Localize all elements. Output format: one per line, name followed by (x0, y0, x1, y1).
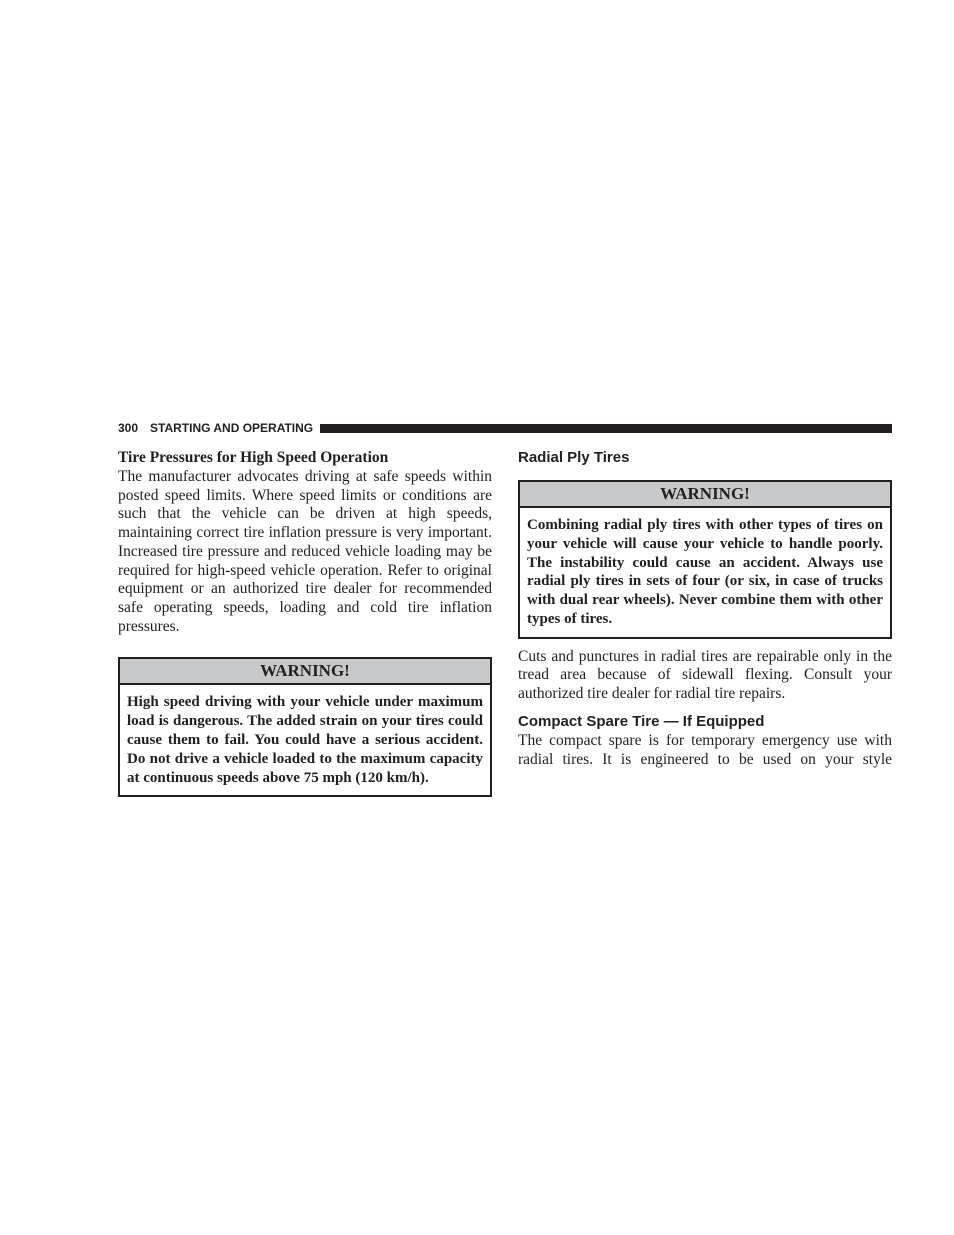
warning-title: WARNING! (520, 482, 890, 508)
page-number: 300 (118, 421, 139, 435)
warning-title: WARNING! (120, 659, 490, 685)
high-speed-paragraph: The manufacturer advocates driving at safe speeds within posted speed limits. Where speed limits or conditions are such that the vehicle can be driven at high speeds, maintaining correct tire inflation pressure is very important. Increased tire pressure and reduced vehicle loading may be required for high-speed vehicle operation. Refer to original equipment or an authorized tire dealer for recommended safe operating speeds, loading and cold tire inflation pressures. (118, 468, 492, 635)
high-speed-warning-box (118, 657, 492, 797)
radial-ply-heading: Radial Ply Tires (518, 449, 630, 466)
right-column (518, 448, 892, 769)
section-title: STARTING AND OPERATING (150, 421, 314, 435)
compact-spare-heading: Compact Spare Tire — If Equipped (518, 712, 765, 730)
compact-spare-paragraph: The compact spare is for temporary emergency use with radial tires. It is engineered to be used on your style (518, 731, 892, 768)
header-rule (320, 424, 892, 433)
radial-repair-paragraph: Cuts and punctures in radial tires are repairable only in the tread area because of sidewall flexing. Consult your authorized tire dealer for radial tire repairs. (518, 647, 892, 703)
warning-text: Combining radial ply tires with other types of tires on your vehicle will cause your vehicle to handle poorly. The instability could cause an accident. Always use radial ply tires in sets of four (or six, in case of trucks with dual rear wheels). Never combine them with other types of tires. (527, 517, 883, 627)
page-header (118, 420, 892, 436)
high-speed-heading: Tire Pressures for High Speed Operation (118, 449, 389, 466)
radial-ply-warning-box (518, 480, 892, 639)
warning-text: High speed driving with your vehicle under maximum load is dangerous. The added strain on your tires could cause them to fail. You could have a serious accident. Do not drive a vehicle loaded to the maximum capacity at continuous speeds above 75 mph (120 km/h). (127, 694, 483, 786)
left-column (118, 448, 492, 797)
